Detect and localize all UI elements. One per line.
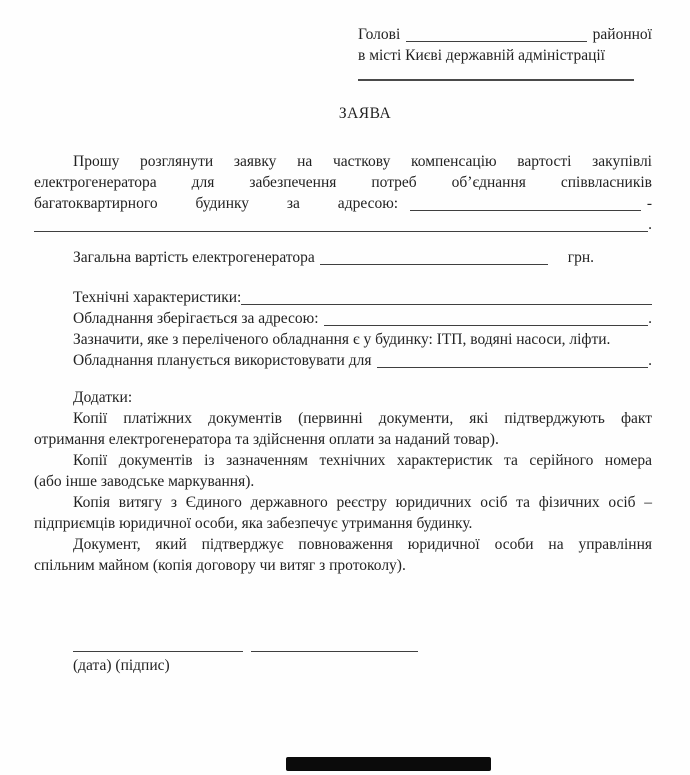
scan-artifact-bar (286, 757, 491, 771)
request-line-4 (34, 214, 652, 235)
attachments-block (34, 387, 652, 576)
address-blank-1 (410, 196, 641, 211)
attachment-2-line-1: Копії документів із зазначенням технічних характеристик та серійного номера (73, 452, 652, 469)
signature-lines (73, 651, 652, 652)
address-blank-2 (34, 217, 648, 232)
attachment-1-line-1: Копії платіжних документів (первинні документи, які підтверджують факт (73, 410, 652, 427)
addressee-district-blank (406, 27, 586, 42)
signature-blank (251, 651, 418, 652)
currency-label: грн. (567, 249, 595, 266)
attachment-3-line-2: підприємців юридичної особи, яка забезпечує утримання будинку. (34, 515, 473, 532)
request-line-2: електрогенератора для забезпечення потреб об’єднання співвласників (34, 174, 652, 191)
addressee-underline (358, 79, 634, 81)
usage-period: . (648, 352, 652, 369)
attachment-4-line-2: спільним майном (копія договору чи витяг з протоколу). (34, 557, 406, 574)
signature-block (73, 651, 652, 676)
storage-address-period: . (648, 310, 652, 327)
attachment-3-line-1: Копія витягу з Єдиного державного реєстру юридичних осіб та фізичних осіб – (73, 494, 652, 511)
tech-specs-blank (241, 290, 652, 305)
storage-address-blank (324, 311, 649, 326)
attachment-2-line-2: (або інше заводське маркування). (34, 473, 255, 490)
tech-specs-row (73, 287, 652, 308)
details-block (34, 287, 652, 371)
request-line-1: Прошу розглянути заявку на часткову компенсацію вартості закупівлі (73, 153, 652, 170)
attachment-4-line-1: Документ, який підтверджує повноваження юридичної особи на управління (73, 536, 652, 553)
total-cost-label: Загальна вартість електрогенератора (73, 249, 315, 266)
tech-specs-label: Технічні характеристики: (73, 289, 242, 306)
addressee-to-label: Голові (358, 26, 401, 43)
storage-address-label: Обладнання зберігається за адресою: (73, 310, 319, 327)
attachment-item (34, 450, 652, 492)
request-line-3 (34, 193, 652, 214)
signature-caption: (дата) (підпис) (73, 657, 170, 674)
attachment-item (34, 492, 652, 534)
addressee-line-2: в місті Києві державній адміністрації (358, 47, 605, 64)
equipment-note-line: Зазначити, яке з переліченого обладнання є у будинку: ІТП, водяні насоси, ліфти. (73, 331, 611, 348)
attachment-1-line-2: отримання електрогенератора та здійснення оплати за наданий товар). (34, 431, 499, 448)
usage-blank (377, 353, 648, 368)
addressee-to-suffix: районної (592, 26, 652, 43)
addressee-line-1 (358, 24, 652, 45)
usage-label: Обладнання планується використовувати для (73, 352, 372, 369)
usage-row (73, 350, 652, 371)
attachment-item (34, 534, 652, 576)
attachment-item (34, 408, 652, 450)
request-line-3-text: багатоквартирного будинку за адресою: (34, 195, 399, 212)
storage-address-row (73, 308, 652, 329)
document-title: ЗАЯВА (338, 105, 392, 122)
total-cost-blank (320, 250, 548, 265)
total-cost-row (73, 247, 642, 268)
addressee-block (358, 24, 652, 81)
date-blank (73, 651, 243, 652)
request-line-4-period: . (648, 216, 652, 233)
request-line-3-hyphen: - (646, 195, 652, 212)
attachments-heading: Додатки: (73, 389, 133, 406)
request-paragraph (34, 151, 652, 235)
